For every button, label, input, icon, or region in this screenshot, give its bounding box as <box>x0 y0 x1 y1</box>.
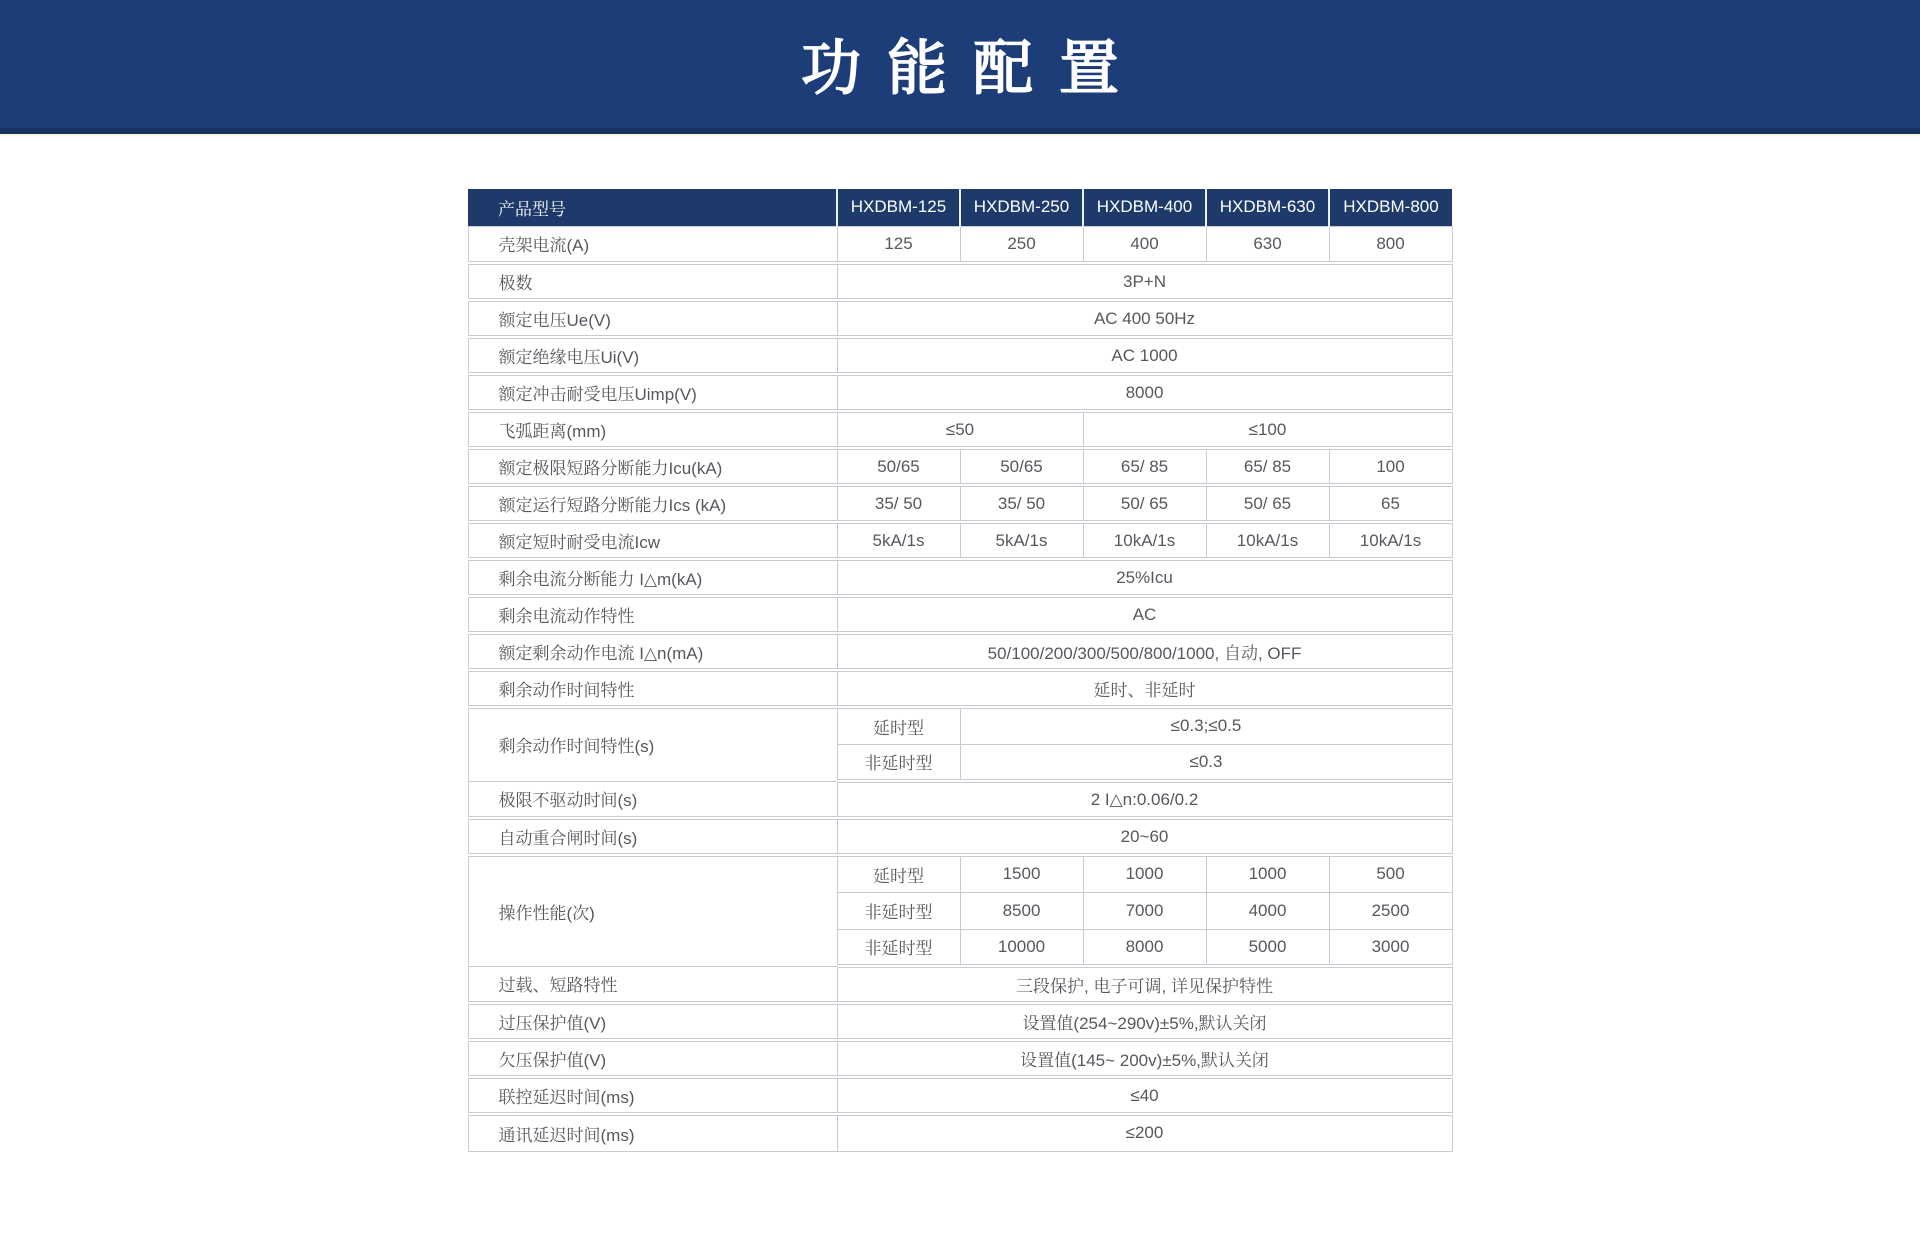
cell-value: 1000 <box>1083 855 1206 892</box>
row-label: 联控延迟时间(ms) <box>468 1077 837 1114</box>
row-poles <box>468 263 1452 300</box>
row-label: 极限不驱动时间(s) <box>468 781 837 818</box>
row-overvoltage-protection <box>468 1003 1452 1040</box>
cell-subtype: 非延时型 <box>837 892 960 929</box>
cell-value: 35/ 50 <box>837 485 960 522</box>
cell-value-merged: 8000 <box>837 374 1452 411</box>
cell-value: 50/ 65 <box>1206 485 1329 522</box>
cell-value-merged: AC 1000 <box>837 337 1452 374</box>
row-frame-current <box>468 226 1452 263</box>
cell-value: 10kA/1s <box>1083 522 1206 559</box>
cell-value: 65/ 85 <box>1083 448 1206 485</box>
cell-value: 100 <box>1329 448 1452 485</box>
row-icu <box>468 448 1452 485</box>
row-label: 过载、短路特性 <box>468 966 837 1003</box>
row-label: 飞弧距离(mm) <box>468 411 837 448</box>
header-model-630: HXDBM-630 <box>1206 189 1329 226</box>
row-label: 额定冲击耐受电压Uimp(V) <box>468 374 837 411</box>
header-model-250: HXDBM-250 <box>960 189 1083 226</box>
cell-value-merged: 25%Icu <box>837 559 1452 596</box>
content-area <box>0 136 1920 1152</box>
row-residual-time-characteristic <box>468 670 1452 707</box>
cell-value: 65/ 85 <box>1206 448 1329 485</box>
cell-value: 50/ 65 <box>1083 485 1206 522</box>
row-rated-residual-current <box>468 633 1452 670</box>
cell-value-merged: ≤100 <box>1083 411 1452 448</box>
cell-value: 4000 <box>1206 892 1329 929</box>
page-title: 功能配置 <box>801 35 1145 102</box>
cell-value-merged: 3P+N <box>837 263 1452 300</box>
cell-subtype: 非延时型 <box>837 744 960 781</box>
row-label: 剩余电流分断能力 I△m(kA) <box>468 559 837 596</box>
cell-value-merged: AC 400 50Hz <box>837 300 1452 337</box>
cell-value: 8000 <box>1083 929 1206 966</box>
cell-value-merged: ≤200 <box>837 1114 1452 1151</box>
header-product-model: 产品型号 <box>468 189 837 226</box>
row-label: 壳架电流(A) <box>468 226 837 263</box>
cell-value-merged: ≤50 <box>837 411 1083 448</box>
cell-value-merged: 三段保护, 电子可调, 详见保护特性 <box>837 966 1452 1003</box>
row-label: 额定运行短路分断能力Ics (kA) <box>468 485 837 522</box>
cell-value: 50/65 <box>960 448 1083 485</box>
cell-value: 500 <box>1329 855 1452 892</box>
table-header-row <box>468 189 1452 226</box>
row-label: 额定电压Ue(V) <box>468 300 837 337</box>
cell-value: 8500 <box>960 892 1083 929</box>
cell-value-merged: 设置值(145~ 200v)±5%,默认关闭 <box>837 1040 1452 1077</box>
cell-value-merged: 延时、非延时 <box>837 670 1452 707</box>
cell-value: 2500 <box>1329 892 1452 929</box>
row-label: 欠压保护值(V) <box>468 1040 837 1077</box>
cell-value: 65 <box>1329 485 1452 522</box>
cell-value: 50/65 <box>837 448 960 485</box>
cell-subtype: 延时型 <box>837 855 960 892</box>
row-label: 剩余电流动作特性 <box>468 596 837 633</box>
header-model-800: HXDBM-800 <box>1329 189 1452 226</box>
cell-value: 800 <box>1329 226 1452 263</box>
row-insulation-voltage <box>468 337 1452 374</box>
cell-value: 5kA/1s <box>960 522 1083 559</box>
cell-value: 3000 <box>1329 929 1452 966</box>
spec-table <box>468 189 1453 1152</box>
cell-value: 250 <box>960 226 1083 263</box>
row-label: 过压保护值(V) <box>468 1003 837 1040</box>
row-label: 额定绝缘电压Ui(V) <box>468 337 837 374</box>
row-rated-voltage <box>468 300 1452 337</box>
cell-value: 630 <box>1206 226 1329 263</box>
cell-value-merged: ≤40 <box>837 1077 1452 1114</box>
cell-value-merged: ≤0.3;≤0.5 <box>960 707 1452 744</box>
header-model-400: HXDBM-400 <box>1083 189 1206 226</box>
cell-value: 10kA/1s <box>1329 522 1452 559</box>
title-banner <box>0 0 1920 136</box>
row-residual-time-s-delay <box>468 707 1452 744</box>
cell-subtype: 非延时型 <box>837 929 960 966</box>
cell-value: 400 <box>1083 226 1206 263</box>
row-residual-breaking <box>468 559 1452 596</box>
row-arc-distance <box>468 411 1452 448</box>
cell-subtype: 延时型 <box>837 707 960 744</box>
cell-value: 125 <box>837 226 960 263</box>
cell-value: 7000 <box>1083 892 1206 929</box>
cell-value-merged: 设置值(254~290v)±5%,默认关闭 <box>837 1003 1452 1040</box>
row-label: 剩余动作时间特性(s) <box>468 707 837 781</box>
row-label: 极数 <box>468 263 837 300</box>
row-impulse-voltage <box>468 374 1452 411</box>
cell-value: 5000 <box>1206 929 1329 966</box>
row-label: 剩余动作时间特性 <box>468 670 837 707</box>
row-limit-non-actuating <box>468 781 1452 818</box>
row-residual-characteristic <box>468 596 1452 633</box>
cell-value-merged: 50/100/200/300/500/800/1000, 自动, OFF <box>837 633 1452 670</box>
row-interlock-delay <box>468 1077 1452 1114</box>
row-auto-reclosing <box>468 818 1452 855</box>
row-label: 额定短时耐受电流Icw <box>468 522 837 559</box>
cell-value-merged: AC <box>837 596 1452 633</box>
cell-value: 10kA/1s <box>1206 522 1329 559</box>
row-undervoltage-protection <box>468 1040 1452 1077</box>
cell-value: 1500 <box>960 855 1083 892</box>
cell-value: 35/ 50 <box>960 485 1083 522</box>
cell-value: 5kA/1s <box>837 522 960 559</box>
row-overload-short-circuit <box>468 966 1452 1003</box>
row-label: 操作性能(次) <box>468 855 837 966</box>
cell-value: 10000 <box>960 929 1083 966</box>
row-comm-delay <box>468 1114 1452 1151</box>
row-ics <box>468 485 1452 522</box>
cell-value-merged: 20~60 <box>837 818 1452 855</box>
row-label: 额定剩余动作电流 I△n(mA) <box>468 633 837 670</box>
row-operation-performance-1 <box>468 855 1452 892</box>
cell-value: 1000 <box>1206 855 1329 892</box>
row-label: 自动重合闸时间(s) <box>468 818 837 855</box>
header-model-125: HXDBM-125 <box>837 189 960 226</box>
row-icw <box>468 522 1452 559</box>
cell-value-merged: ≤0.3 <box>960 744 1452 781</box>
cell-value-merged: 2 I△n:0.06/0.2 <box>837 781 1452 818</box>
row-label: 额定极限短路分断能力Icu(kA) <box>468 448 837 485</box>
row-label: 通讯延迟时间(ms) <box>468 1114 837 1151</box>
